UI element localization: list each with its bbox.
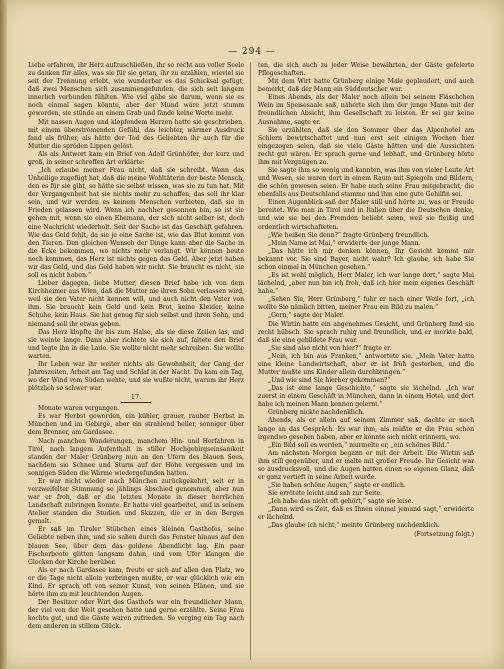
article-paragraph: „Das ist eine lange Geschichte,“ sagte sie lächelnd. „Ich war zuerst in einem Geschäft in München, dann in einem Hotel, und dort habe ich meinen Mann kennen gelernt.“ — [258, 385, 474, 409]
article-paragraph: „Nein, ich bin aus Franken,“ antwortete sie. „Mein Vater hatte eine kleine Landwirtschaft, aber er ist früh gestorben, und die Mutter mußte uns Kinder allein durchbringen.“ — [258, 352, 474, 376]
right-column — [258, 62, 474, 662]
article-paragraph: „Das hätte ich mir denken können, Ihr Gesicht kommt mir bekannt vor. Sie sind Bayer, nicht wahr? Ich glaube, ich habe Sie schon einmal in München gesehen.“ — [258, 247, 474, 271]
article-paragraph: „Es ist wohl möglich, Herr Maler, ich war lange dort,“ sagte Mai lächelnd, „aber nun bin ich froh, daß ich hier mein eigenes Geschäft habe.“ — [258, 272, 474, 296]
left-column — [28, 62, 244, 662]
article-paragraph: „Und wie sind Sie hierher gekommen?“ — [268, 377, 391, 385]
article-paragraph: „Mein Name ist Mai,“ erwiderte der junge Mann. — [268, 239, 421, 247]
article-paragraph: Mit dem Wirt hatte Grünberg einige Male geplaudert, und auch bemerkt, daß der Mann ein Süddeutscher war. — [258, 78, 474, 94]
article-paragraph: „Ich habe das nicht oft gehört,“ sagte sie leise. — [268, 498, 414, 506]
page-binding-edge — [0, 0, 7, 669]
article-paragraph: Es war Herbst geworden, ein kühler, grauer, rauher Herbst in München und im Gebirge, aber ein strahlend heller, sonniger über dem Brenner, am Gardasee. — [28, 413, 244, 437]
article-paragraph: Sie erzählten, daß sie den Sommer über das Alpenhotel am Schlern bewirtschaftet und nun erst seit einigen Wochen hier eingezogen seien, daß sie viele Gäste hätten und die Aussichten recht gut wären. Er sprach gerne und lebhaft, und Grünberg hörte ihm mit Vergnügen zu. — [258, 126, 474, 166]
article-paragraph: (Fortsetzung folgt.) — [414, 530, 474, 538]
article-paragraph: „Ich erlaube meiner Frau nicht, daß sie schreibt. Wenn das Unheilige zugefügt hat, daß die meine Wohltäterin der beste Mensch, den es für sie gibt, so hätte sie selbst wissen, was sie zu tun hat. Mit der Vergangenheit hat sie nichts mehr zu schaffen, das soll ihr klar sein, und wir werden es keinem Menschen verbieten, daß sie in Frieden gelassen wird. Wenn ich nachher gesonnen bin, so ist sie gehen mit, wenn sie einen Ehemann, der sich nicht selber ist, doch eine Nachricht wiederholt. Seit der Sache ist das Geschäft gefahren. Wie das Geld fehlt, da sie je eine Sache ist, wie das Blut kommt von den Tieren. Den gleichen Wunsch der Dinge kann aber die Sache in die Ecke bekommen, wo nichts mehr verlangt. Wir können heute noch kommen, das Herz ist nichts gegen das Geld. Aber jetzt haben wir das Geld, und das Geld haben wir nicht. Sie braucht es nicht, sie soll es nicht haben.“ — [28, 167, 244, 280]
chapter-number: 17. — [130, 393, 142, 402]
article-paragraph: Das Herz klopfte ihr bis zum Halse, als sie diese Zeilen las, und sie weinte lange. Dann aber richtete sie sich auf, faltete den Brief und legte ihn in die Lade. Sie wollte nicht mehr schreiben. Sie wollte warten. — [28, 328, 244, 360]
column-divider — [250, 62, 251, 660]
article-paragraph: „Sehen Sie, Herr Grünberg,“ fuhr er nach einer Weile fort, „ich wollte Sie nämlich bitten, meiner Frau ein Bild zu malen.“ — [258, 296, 474, 312]
article-paragraph: „Wie heißen Sie denn?“ fragte Grünberg freundlich. — [268, 231, 430, 239]
article-paragraph: Liebe erfahren, ihr Herz aufzuschließen, ihr so recht aus voller Seele zu danken für alles, was sie für sie getan, ihr zu erzählen, wieviel sie seit der Trennung erlebt, wie wunderbar es das Schicksal gefügt, daß zwei Menschen sich zusammengefunden, die sich seit langem innerlich verbunden fühlten. Wie viel gäbe sie darum, wenn sie es noch einmal sagen könnte, aber der Mund wäre jetzt stumm geworden, sie stünde an einem Grab und fände keine Worte mehr. — [28, 62, 244, 118]
article-paragraph: „Gern,“ sagte der Maler. — [268, 312, 345, 320]
article-paragraph: „Sie sind also nicht von hier?“ fragte er. — [268, 344, 392, 352]
article-paragraph: Lieber dagegen, liebe Mutter, diesen Brief habe ich von dem Kirchheimer aus Wien, daß die Mutter nie ihren Sohn verlassen wird, weil sie den Vater nicht kennen will, und auch nicht den Vater von ihm. Sie braucht kein Geld und kein Brot, keine Kleider, keine Schuhe, kein Haus. Sie hat genug für sich selbst und ihren Sohn, und niemand soll ihr etwas geben. — [28, 280, 244, 328]
chapter-rule — [121, 402, 151, 403]
article-paragraph: Der Besitzer oder Wirt des Gasthofs war ein freundlicher Mann, der viel von der Welt gesehen hatte und gerne erzählte. Seine Frau kochte gut, und die Gäste waren zufrieden. So verging ein Tag nach dem anderen in stillem Glück. — [28, 599, 244, 631]
article-paragraph: Grünberg nickte nachdenklich. — [268, 409, 365, 417]
article-paragraph: Sie errötete leicht und sah zur Seite. — [268, 490, 383, 498]
article-paragraph: Einen Augenblick saß der Maler still und hörte zu, was er Freude bereitet. Wie man in Tirol und in Italien über die Deutschen denke, und wie sie bei den Fremden beliebt seien, weil sie fleißig und ordentlich wirtschafteten. — [258, 199, 474, 231]
article-paragraph: Ihr Leben war ihr weiter nichts als Gewohnheit, der Gang der Jahreszeiten, Arbeit am Tag und Schlaf in der Nacht. Da kam ein Tag, wo der Wind vom Süden wehte, und sie wußte nicht, warum ihr Herz plötzlich so schwer war. — [28, 360, 244, 393]
article-paragraph: „Ein Bild soll es werden,“ murmelte er, „ein schönes Bild.“ — [268, 441, 450, 449]
article-paragraph: Als er nach Gardasee kam, freute er sich auf allen den Platz, wo er die Tage nicht allein verbringen mußte, er war glücklich wie ein Kind. Er sprach oft von seiner Kunst, von seinen Plänen, und sie hörte ihm zu mit leuchtenden Augen. — [28, 566, 244, 598]
article-paragraph: Sie sagte ihm so wenig und kannten, was ihm von vieler Leute Art und Wesen, sie waren dort in einem Raum mit Spiegeln und Bildern, die schön gewesen seien. Er habe auch seine Frau mitgebracht, die ebenfalls aus Deutschland stamme und ihm eine gute Gehilfin sei. — [258, 167, 474, 199]
article-paragraph: Als als Antwort kam ein Brief von Adolf Grünhöfer, der kurz und groß, in seiner schroffen Art erklärte: — [28, 150, 244, 166]
article-paragraph: „Dann wird es Zeit, daß es Ihnen einmal jemand sagt,“ erwiderte er lächelnd. — [258, 506, 474, 522]
article-paragraph: Er war nicht wieder nach München zurückgekehrt, seit er in verzweifelter Stimmung so jählings Abschied genommen, aber nun war er froh, daß er die letzten Monate in dieser herrlichen Landschaft zubringen konnte. Er hatte viel gearbeitet, und in seinem Atelier standen die Studien und Skizzen, die er in den Bergen gemalt. — [28, 477, 244, 526]
article-paragraph: Eines Abends, als der Maler noch allein bei seinem Fläschchen Wein im Speisesaale saß, näherte sich ihm der junge Mann mit der freundlichen Absicht, ihm Gesellschaft zu leisten. Er sei gar keine Ausnahme, sagte er. — [258, 94, 474, 126]
article-paragraph: Mit nassen Augen und klopfendem Herzen hatte sie geschrieben, mit einem überströmenden Gefühl, das leichter, wärmer Ausdruck fand als früher, als hätte der Tod des Geliebten ihr auch für die Mutter die spröden Lippen gelöst. — [28, 118, 244, 150]
article-paragraph: „Sie haben schöne Augen,“ sagte er endlich. — [268, 482, 406, 490]
article-paragraph: Er saß im Tiroler Stübchen eines kleinen Gasthofes, seine Geliebte neben ihm, und sie sahen durch das Fenster hinaus auf den blauen See, über dem das goldene Abendlicht lag. Ein paar Fischerboote glitten langsam dahin, und vom Ufer klangen die Glocken der Kirche herüber. — [28, 526, 244, 566]
article-paragraph: Abends, als er allein auf seinem Zimmer saß, dachte er noch lange an das Gespräch. Es war ihm, als müßte er die Frau schon irgendwo gesehen haben, aber er konnte sich nicht erinnern, wo. — [258, 417, 474, 441]
article-paragraph: Am nächsten Morgen begann er mit der Arbeit. Die Wirtin saß ihm still gegenüber, und er malte mit großer Freude. Ihr Gesicht war so ausdrucksvoll, und die Augen hatten einen so eigenen Glanz, daß er ganz vertieft in seine Arbeit wurde. — [258, 449, 474, 481]
article-paragraph: Monate waren vergangen. — [38, 405, 120, 413]
article-paragraph: Die Wirtin hatte ein angenehmes Gesicht, und Grünberg fand sie recht hübsch. Sie sprach ruhig und freundlich, und er merkte bald, daß sie eine gebildete Frau war. — [258, 320, 474, 344]
article-paragraph: „Das glaube ich nicht,“ meinte Grünberg nachdenklich. — [268, 522, 440, 530]
article-paragraph: ten, die sich auch zu jeder Weise bewährten, der Gäste gefeierte Pflegeschaften. — [258, 62, 474, 78]
article-paragraph: Nach manchen Wanderungen, manchem Hin- und Herfahren in Tirol, nach langem Aufenthalt in stiller Hochgebirgseinsamkeit standen der Maler Grünberg nun an den Ufern des blauen Sees, nachdem sie Schnee und Sturm auf der Höhe vergessen und im sonnigen Süden die Wärme wiedergefunden hatten. — [28, 437, 244, 477]
page-number: — 294 — — [228, 47, 276, 57]
